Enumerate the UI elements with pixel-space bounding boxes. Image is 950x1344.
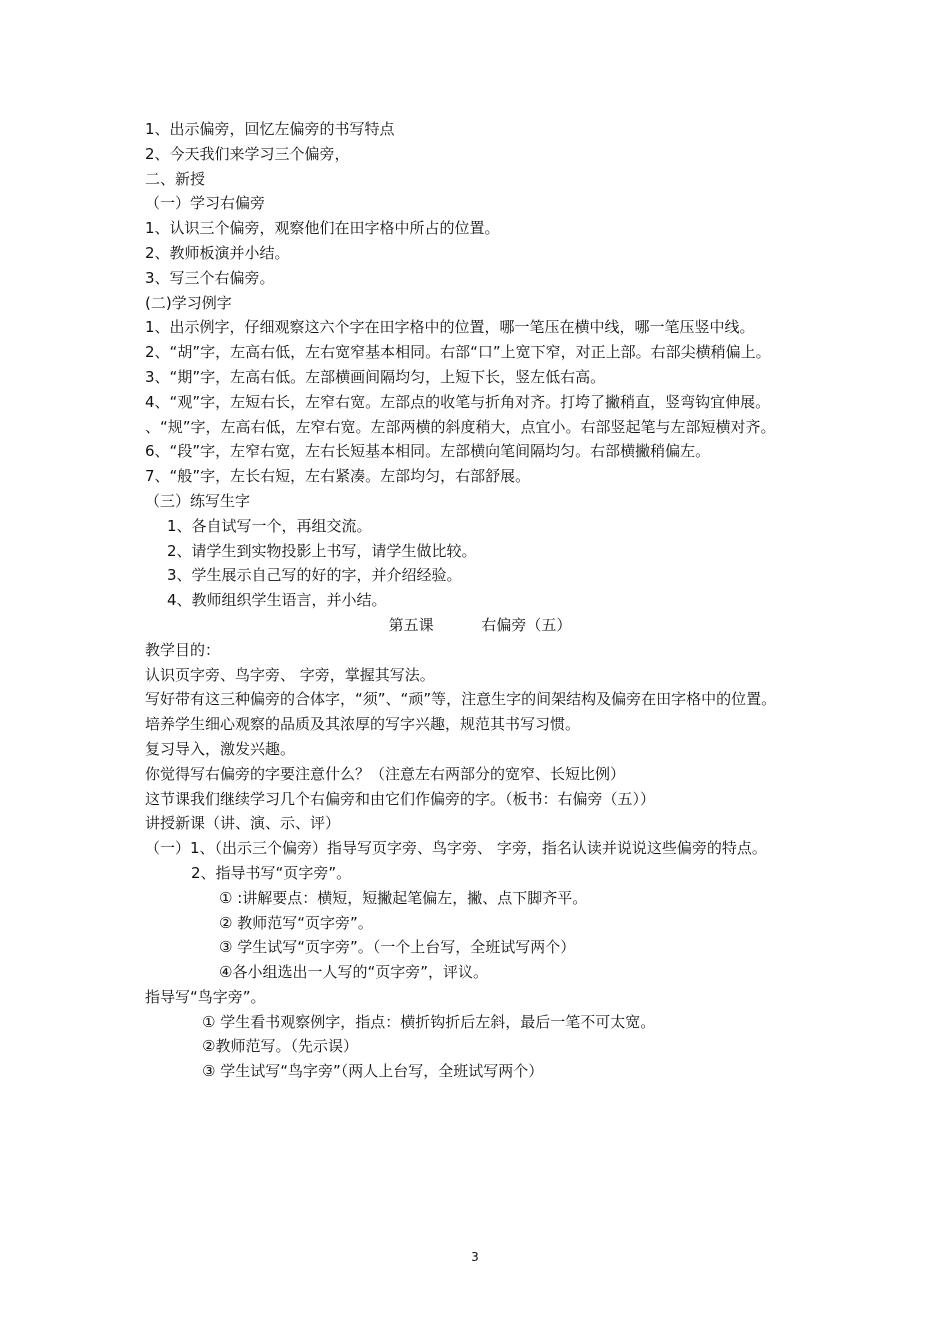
text-line: 培养学生细心观察的品质及其浓厚的写字兴趣，规范其书写习惯。 [145, 715, 581, 734]
text-line: 7、“般”字，左长右短，左右紧凑。左部均匀，右部舒展。 [145, 467, 531, 486]
text-line: 1、出示例字，仔细观察这六个字在田字格中的位置，哪一笔压在横中线，哪一笔压竖中线。 [145, 318, 755, 337]
text-paragraph: 、“规”字，左高右低，左窄右宽。左部两横的斜度稍大，点宜小。右部竖起笔与左部短横对齐。 [145, 417, 776, 436]
page-number: 3 [471, 1250, 479, 1264]
section-heading: 二、新授 [145, 169, 206, 188]
text-line: 3、写三个右偏旁。 [145, 268, 275, 287]
subsection-heading: （一）学习右偏旁 [145, 194, 266, 213]
text-line: 3、“期”字，左高右低。左部横画间隔均匀，上短下长，竖左低右高。 [145, 367, 606, 386]
list-item: ② 教师范写“页字旁”。 [219, 913, 373, 932]
lesson-title [145, 613, 815, 638]
text-line: 1、认识三个偏旁，观察他们在田字格中所占的位置。 [145, 219, 500, 238]
list-item: 3、学生展示自己写的好的字，并介绍经验。 [167, 566, 462, 585]
document-body [145, 117, 815, 1084]
lesson-topic: 右偏旁（五） [481, 615, 572, 634]
list-item: 2、指导书写“页字旁”。 [191, 863, 352, 882]
subsection-heading: （三）练写生字 [145, 491, 251, 510]
text-line: 教学目的： [145, 640, 221, 659]
list-item: 4、教师组织学生语言，并小结。 [167, 591, 387, 610]
list-item: ④各小组选出一人写的“页字旁”，评议。 [219, 963, 488, 982]
list-item: ③ 学生试写“页字旁”。（一个上台写，全班试写两个） [219, 938, 576, 957]
text-line: 2、教师板演并小结。 [145, 243, 290, 262]
text-line: 认识页字旁、鸟字旁、 字旁，掌握其写法。 [145, 665, 435, 684]
text-paragraph: 2、“胡”字，左高右低，左右宽窄基本相同。右部“口”上宽下窄，对正上部。右部尖横稍偏上。 [145, 343, 771, 362]
text-line: 你觉得写右偏旁的字要注意什么？（注意左右两部分的宽窄、长短比例） [145, 764, 626, 783]
text-paragraph: 4、“观”字，左短右长，左窄右宽。左部点的收笔与折角对齐。打垮了撇稍直，竖弯钩宜伸展。 [145, 392, 771, 411]
text-line: 讲授新课（讲、演、示、评） [145, 814, 341, 833]
lesson-number: 第五课 [388, 615, 434, 634]
text-line: 6、“段”字，左窄右宽，左右长短基本相同。左部横向笔间隔均匀。右部横撇稍偏左。 [145, 442, 711, 461]
list-item: ① 学生看书观察例字，指点：横折钩折后左斜，最后一笔不可太宽。 [202, 1012, 656, 1031]
list-item: ① :讲解要点：横短，短撇起笔偏左，撇、点下脚齐平。 [219, 888, 588, 907]
text-line: 指导写“鸟字旁”。 [145, 987, 266, 1006]
list-item: 2、请学生到实物投影上书写，请学生做比较。 [167, 541, 477, 560]
list-item: ②教师范写。（先示误） [202, 1037, 358, 1056]
text-line: 这节课我们继续学习几个右偏旁和由它们作偏旁的字。（板书：右偏旁（五）） [145, 789, 656, 808]
list-item: 1、各自试写一个，再组交流。 [167, 516, 372, 535]
text-paragraph: 写好带有这三种偏旁的合体字，“须”、“顽”等，注意生字的间架结构及偏旁在田字格中的位置。 [145, 690, 777, 709]
text-paragraph: （一）1、（出示三个偏旁）指导写页字旁、鸟字旁、 字旁，指名认读并说说这些偏旁的特点。 [145, 839, 767, 858]
text-line: 2、今天我们来学习三个偏旁， [145, 144, 350, 163]
subsection-heading: (二)学习例字 [145, 293, 232, 312]
list-item: ③ 学生试写“鸟字旁”（两人上台写，全班试写两个） [202, 1062, 544, 1081]
text-line: 复习导入，激发兴趣。 [145, 739, 296, 758]
text-line: 1、出示偏旁，回忆左偏旁的书写特点 [145, 120, 395, 138]
